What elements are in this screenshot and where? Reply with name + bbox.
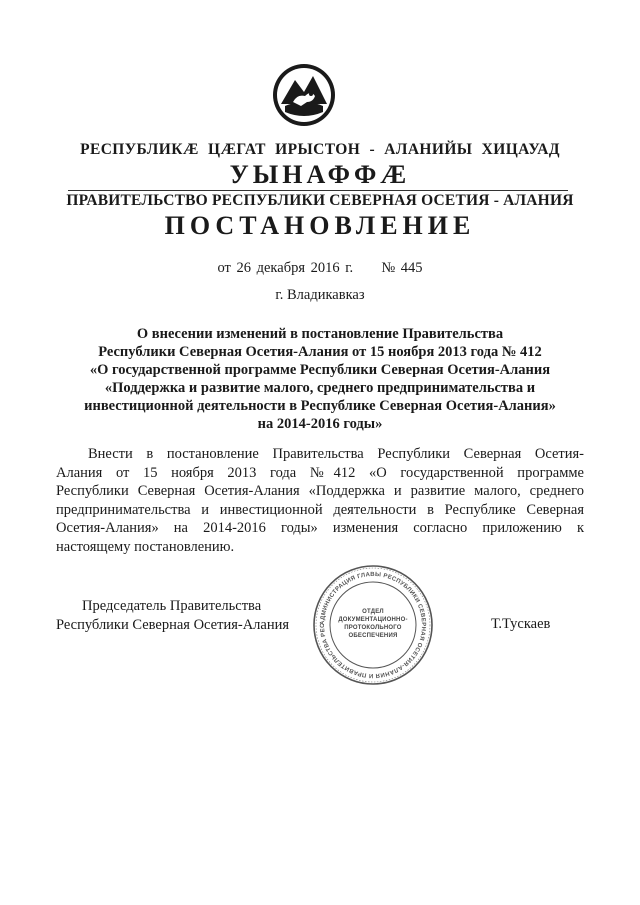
- body-line: настоящему постановлению.: [56, 538, 235, 555]
- signatory-position: [56, 597, 289, 635]
- decree-heading: ПОСТАНОВЛЕНИЕ: [164, 211, 476, 240]
- title-line: «Поддержка и развитие малого, среднего предпринимательства и: [104, 380, 536, 396]
- signatory-position-line1: Председатель Правительства: [82, 598, 262, 614]
- stamp-line: ДОКУМЕНТАЦИОННО-: [338, 617, 408, 623]
- russian-government-line: ПРАВИТЕЛЬСТВО РЕСПУБЛИКИ СЕВЕРНАЯ ОСЕТИЯ - АЛАНИЯ: [66, 192, 574, 209]
- decree-title: [0, 325, 640, 433]
- stamp-center-text: [312, 608, 434, 640]
- title-line: на 2014-2016 годы»: [257, 416, 383, 432]
- body-line: Внести в постановление Правительства Республики Северная Осетия-: [88, 446, 584, 462]
- stamp-line: ПРОТОКОЛЬНОГО: [344, 625, 402, 631]
- decree-date-number: [0, 260, 640, 277]
- stamp-ring-text: АДМИНИСТРАЦИЯ ГЛАВЫ РЕСПУБЛИКИ СЕВЕРНАЯ ОСЕТИЯ-АЛАНИЯ И ПРАВИТЕЛЬСТВА РЕС: [319, 571, 427, 679]
- decree-body: [56, 445, 584, 556]
- header-divider: [68, 190, 568, 191]
- ossetian-decree-word: УЫНАФФӔ: [229, 160, 411, 189]
- signatory-name: Т.Тускаев: [491, 616, 551, 632]
- decree-city: г. Владикавказ: [275, 287, 365, 303]
- body-line: предпринимательства и инвестиционной деятельности в Республике Северная: [56, 501, 584, 518]
- body-line: Республики Северная Осетия-Алания «Поддержка и развитие малого, среднего: [56, 483, 584, 499]
- signatory-position-line2: Республики Северная Осетия-Алания: [56, 617, 290, 633]
- ossetian-government-line: РЕСПУБЛИКӔ ЦӔГАТ ИРЫСТОН - АЛАНИЙЫ ХИЦАУАД: [80, 141, 560, 158]
- title-line: Республики Северная Осетия-Алания от 15 ноября 2013 года № 412: [98, 344, 542, 360]
- title-line: инвестиционной деятельности в Республике Северная Осетия-Алания»: [84, 398, 556, 414]
- body-line: Осетия-Алания» на 2014-2016 годы» изменения согласно приложению к: [56, 520, 584, 536]
- stamp-line: ОБЕСПЕЧЕНИЯ: [348, 633, 398, 639]
- coat-of-arms-emblem: [271, 62, 337, 128]
- stamp-line: ОТДЕЛ: [362, 609, 384, 615]
- title-line: О внесении изменений в постановление Правительства: [136, 326, 504, 342]
- decree-number: № 445: [381, 260, 423, 276]
- title-line: «О государственной программе Республики Северная Осетия-Алания: [89, 362, 551, 378]
- official-stamp: [312, 564, 434, 686]
- decree-date: от 26 декабря 2016 г.: [217, 260, 354, 276]
- body-line: Алания от 15 ноября 2013 года №412 «О государственной программе: [56, 464, 584, 481]
